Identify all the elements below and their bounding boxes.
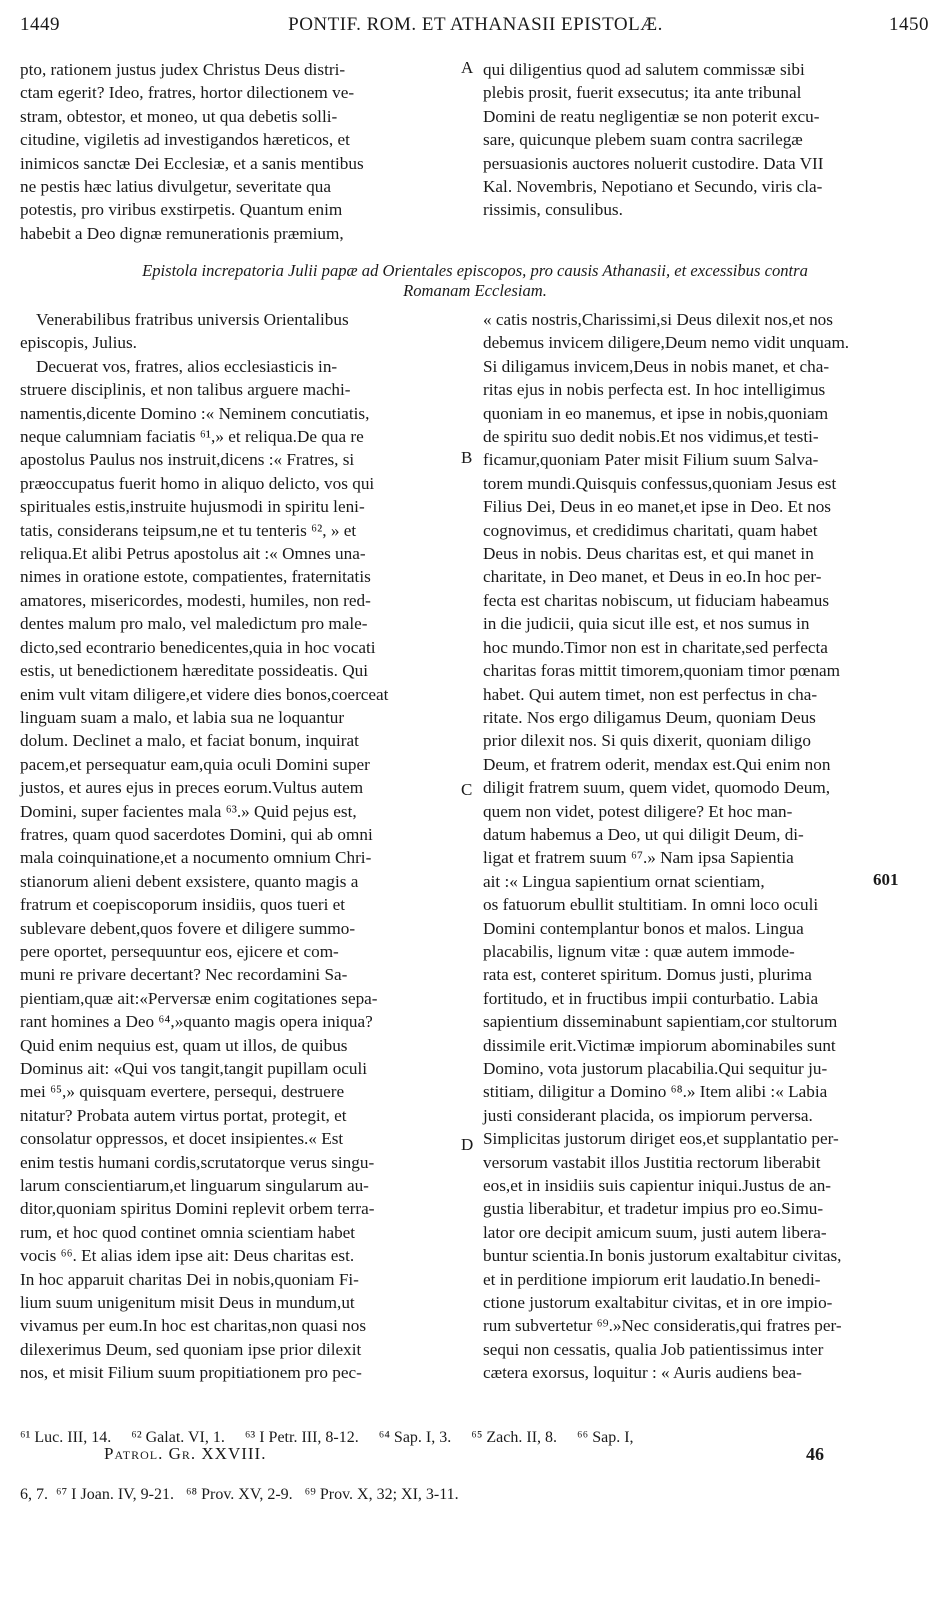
running-title: PONTIF. ROM. ET ATHANASII EPISTOLÆ. xyxy=(288,14,663,35)
column-number: 601 xyxy=(873,870,899,889)
epistle-title xyxy=(40,261,910,301)
main-right-column xyxy=(483,308,913,1385)
top-left-text: pto, rationem justus judex Christus Deus distri- ctam egerit? Ideo, fratres, hortor dilectionem ve- stram, obtestor, et moneo, ut qua debetis solli- citudine, vigiletis ad investigandos hæreticos, et inimicos sanctæ Dei Ecclesiæ, et a sanis mentibus ne pestis hæc latius divulgetur, severitate qua potestis, pro viribus exstirpetis. Quantum enim habebit a Deo dignæ remunerationis præmium, xyxy=(20,60,364,243)
margin-marker-c: C xyxy=(461,780,473,799)
margin-marker-b: B xyxy=(461,448,473,467)
top-right-text: qui diligentius quod ad salutem commissæ sibi plebis prosit, fuerit exsecutus; ita ante tribunal Domini de reatu negligentiæ se non poterit excu- sare, quicunque plebem suam contra sacrilegæ persuasionis auctores noluerit custodire. Data VII Kal. Novembris, Nepotiano et Secundo, viris cla- rissimis, consulibus. xyxy=(483,60,824,220)
main-right-text-b: os fatuorum ebullit stultitiam. In omni loco oculi Domini contemplantur bonos et malos. Lingua placabilis, lignum vitæ : quæ autem immode- rata est, conteret spiritum. Domus justi, plurima fortitudo, et in fructibus impii conturbatio. Labia sapientium disseminabunt sapientiam,cor stultorum dissimile erit.Victimæ impiorum abominabiles sunt Domino, vota justorum placabilia.Qui sequitur ju- stitiam, diligitur a Domino ⁶⁸.» Item alibi :« Labia justi considerant placida, os impiorum perversa. Simplicitas justorum diriget eos,et supplantatio per- versorum vastabit illos Justitia rectorum liberabit eos,et in insidiis suis capientur iniqui.Justus de an- gustia liberabitur, et tradetur impius pro eo.Simu- lator ore decipit amicum suum, justi autem libera- buntur scientia.In bonis justorum exaltabitur civitas, et in perditione impiorum erit laudatio.In benedi- ctione justorum exaltabitur civitas, et in ore impio- rum subvertetur ⁶⁹.»Nec consideratis,qui fratres per- sequi non cessatis, qualia Job patientissimus inter cætera exorsus, loquitur : « Auris audiens bea- xyxy=(483,895,842,1383)
series-line: Patrol. Gr. XXVIII. xyxy=(104,1444,267,1463)
main-left-text: Decuerat vos, fratres, alios ecclesiasticis in- struere disciplinis, et non talibus arguere machi- namentis,dicente Domino :« Neminem concutiatis, neque calumniam faciatis ⁶¹,» et reliqua.De qua re apostolus Paulus nos instruit,dicens :« Fratres, si præoccupatus fuerit homo in aliquo delicto, vos qui spirituales estis,instruite hujusmodi in spiritu leni- tatis, considerans teipsum,ne et tu tenteris ⁶², » et reliqua.Et alibi Petrus apostolus ait :« Omnes una- nimes in oratione estote, compatientes, fraternitatis amatores, misericordes, modesti, humiles, non red- dentes malum pro malo, vel maledictum pro male- dicto,sed econtrario benedicentes,quia in hoc vocati estis, ut benedictionem hæreditate possideatis. Qui enim vult vitam diligere,et videre dies bonos,coerceat linguam suam a malo, et labia sua ne loquantur dolum. Declinet a malo, et faciat bonum, inquirat pacem,et persequatur eam,quia oculi Domini super justos, et aures ejus in preces eorum.Vultus autem Domini, super facientes mala ⁶³.» Quid pejus est, fratres, quam quod sacerdotes Domini, qui ab omni mala coinquinatione,et a nocumento omnium Chri- stianorum alieni debent exsistere, quanto magis a fratrum et coepiscoporum insidiis, quos tueri et sublevare debent,quos fovere et diligere summo- pere oportet, persequuntur eos, ejicere et com- muni re privare decertant? Nec recordamini Sa- pientiam,quæ ait:«Perversæ enim cogitationes sepa- rant homines a Deo ⁶⁴,»quanto magis opera iniqua? Quid enim nequius est, quam ut illos, de quibus Dominus ait: «Qui vos tangit,tangit pupillam oculi mei ⁶⁵,» quisquam evertere, persequi, destruere nitatur? Probata autem virtus portat, protegit, et consolatur oppressos, et docet insipientes.« Est enim testis humani cordis,scrutatorque verus singu- larum conscientiarum,et linguarum singularum au- ditor,quoniam spiritus Domini replevit orbem terra- rum, et hoc quod continet omnia scientiam habet vocis ⁶⁶. Et alias idem ipse ait: Deus charitas est. In hoc apparuit charitas Dei in nobis,quoniam Fi- lium suum unigenitum misit Deus in mundum,ut vivamus per eum.In hoc est charitas,non quasi nos dilexerimus Deum, sed quoniam ipse prior dilexit nos, et misit Filium suum propitiationem pro pec- xyxy=(20,356,389,1383)
margin-marker-a: A xyxy=(461,58,474,77)
salutation: Venerabilibus fratribus universis Orientalibus episcopis, Julius. xyxy=(20,310,349,353)
page-number-left: 1449 xyxy=(20,14,60,35)
main-right-text: « catis nostris,Charissimi,si Deus dilexit nos,et nos debemus invicem diligere,Deum nemo vidit unquam. Si diligamus invicem,Deus in nobis manet, et cha- ritas ejus in nobis perfecta est. In hoc intelligimus quoniam in eo manemus, et ipse in nobis,quoniam de spiritu suo dedit nobis.Et nos vidimus,et testi- ficamur,quoniam Pater misit Filium suum Salva- torem mundi.Quisquis confessus,quoniam Jesus est Filius Dei, Deus in eo manet,et ipse in Deo. Et nos cognovimus, et credidimus charitati, quam habet Deus in nobis. Deus charitas est, et qui manet in charitate, in Deo manet, et Deus in eo.In hoc per- fecta est charitas nobiscum, ut fiduciam habeamus in die judicii, quia sicut ille est, et nos sumus in hoc mundo.Timor non est in charitate,sed perfecta charitas foras mittit timorem,quoniam timor pœnam habet. Qui autem timet, non est perfectus in cha- ritate. Nos ergo diligamus Deum, quoniam Deus prior dilexit nos. Si quis dixerit, quoniam diligo Deum, et fratrem oderit, mendax est.Qui enim non diligit fratrem suum, quem videt, quomodo Deum, quem non videt, potest diligere? Et hoc man- datum habemus a Deo, ut qui diligit Deum, di- ligat et fratrem suum ⁶⁷.» Nam ipsa Sapientia ait :« Lingua sapientium ornat scientiam, xyxy=(483,310,850,891)
margin-marker-d: D xyxy=(461,1135,474,1154)
page-number-right: 1450 xyxy=(889,14,929,35)
footnotes-line-1: ⁶¹ Luc. III, 14. ⁶² Galat. VI, 1. ⁶³ I Petr. III, 8-12. ⁶⁴ Sap. I, 3. ⁶⁵ Zach. II, 8. ⁶⁶ Sap. I, xyxy=(20,1429,634,1446)
signature-number: 46 xyxy=(806,1444,824,1464)
top-left-column xyxy=(20,58,456,245)
epistle-title-text: Epistola increpatoria Julii papæ ad Orientales episcopos, pro causis Athanasii, et excessibus contra Romanam Ecclesiam. xyxy=(142,261,808,300)
main-left-column xyxy=(20,308,456,1385)
top-right-column xyxy=(483,58,913,222)
footnotes-line-2: 6, 7. ⁶⁷ I Joan. IV, 9-21. ⁶⁸ Prov. XV, 2-9. ⁶⁹ Prov. X, 32; XI, 3-11. xyxy=(20,1486,459,1503)
